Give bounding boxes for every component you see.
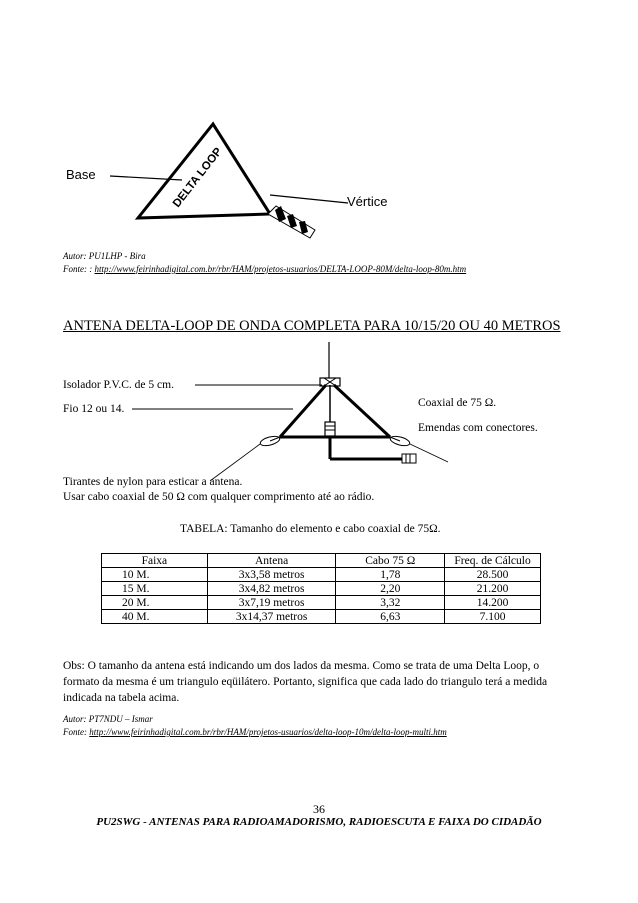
credit2-link[interactable]: http://www.feirinhadigital.com.br/rbr/HAM/projetos-usuarios/delta-loop-10m/delta-loop-multi.htm	[89, 727, 447, 737]
cell-freq: 28.500	[445, 568, 541, 582]
cell-antena: 3x4,82 metros	[207, 582, 336, 596]
page-footer: PU2SWG - ANTENAS PARA RADIOAMADORISMO, RADIOESCUTA E FAIXA DO CIDADÃO	[96, 816, 542, 828]
cell-faixa: 40 M.	[102, 610, 208, 624]
loop-text: DELTA LOOP	[170, 145, 225, 210]
label-isolador: Isolador P.V.C. de 5 cm.	[63, 379, 174, 391]
th-faixa: Faixa	[102, 554, 208, 568]
table-row	[102, 610, 541, 624]
section-heading: ANTENA DELTA-LOOP DE ONDA COMPLETA PARA 10/15/20 OU 40 METROS	[63, 318, 561, 334]
cell-freq: 7.100	[445, 610, 541, 624]
th-freq: Freq. de Cálculo	[445, 554, 541, 568]
credit1-autor: Autor: PU1LHP - Bira	[63, 251, 146, 261]
label-vertice: Vértice	[347, 194, 388, 209]
table-row	[102, 582, 541, 596]
credit2-autor: Autor: PT7NDU – Ismar	[63, 714, 153, 724]
label-tirantes: Tirantes de nylon para esticar a antena.	[63, 476, 243, 488]
cell-cabo: 2,20	[336, 582, 445, 596]
cell-antena: 3x7,19 metros	[207, 596, 336, 610]
th-antena: Antena	[207, 554, 336, 568]
credit1-fonte: Fonte: : http://www.feirinhadigital.com.br/rbr/HAM/projetos-usuarios/DELTA-LOOP-80M/delta-loop-80m.htm	[63, 264, 467, 274]
antenna-table	[101, 553, 541, 624]
cell-faixa: 20 M.	[102, 596, 208, 610]
th-cabo: Cabo 75 Ω	[336, 554, 445, 568]
vertice-pointer-line	[270, 195, 348, 203]
label-emendas: Emendas com conectores.	[418, 422, 538, 434]
label-fio: Fio 12 ou 14.	[63, 403, 125, 415]
cell-cabo: 1,78	[336, 568, 445, 582]
cell-faixa: 10 M.	[102, 568, 208, 582]
table-row	[102, 568, 541, 582]
delta-loop-sketch	[60, 110, 420, 250]
cell-cabo: 6,63	[336, 610, 445, 624]
table-caption: TABELA: Tamanho do elemento e cabo coaxial de 75Ω.	[180, 523, 441, 535]
cell-faixa: 15 M.	[102, 582, 208, 596]
table-row	[102, 596, 541, 610]
label-base: Base	[66, 167, 96, 182]
credit1-link[interactable]: http://www.feirinhadigital.com.br/rbr/HAM/projetos-usuarios/DELTA-LOOP-80M/delta-loop-80m.htm	[94, 264, 467, 274]
table-header-row	[102, 554, 541, 568]
page-number: 36	[313, 802, 325, 816]
obs-paragraph: Obs: O tamanho da antena está indicando um dos lados da mesma. Como se trata de uma Delta Loop, o formato da mesma é um triangulo eqüilátero. Portanto, significa que cada lado do triangulo terá a medida indicada na tabela acima.	[63, 660, 548, 704]
feedline-stripes	[268, 206, 315, 238]
cell-cabo: 3,32	[336, 596, 445, 610]
schematic-pointers	[60, 380, 420, 490]
cell-freq: 14.200	[445, 596, 541, 610]
label-coaxial: Coaxial de 75 Ω.	[418, 397, 497, 409]
label-cabo: Usar cabo coaxial de 50 Ω com qualquer comprimento até ao rádio.	[63, 491, 375, 503]
cell-freq: 21.200	[445, 582, 541, 596]
cell-antena: 3x14,37 metros	[207, 610, 336, 624]
cell-antena: 3x3,58 metros	[207, 568, 336, 582]
credit2-fonte: Fonte: http://www.feirinhadigital.com.br/rbr/HAM/projetos-usuarios/delta-loop-10m/delta-loop-multi.htm	[63, 727, 447, 737]
